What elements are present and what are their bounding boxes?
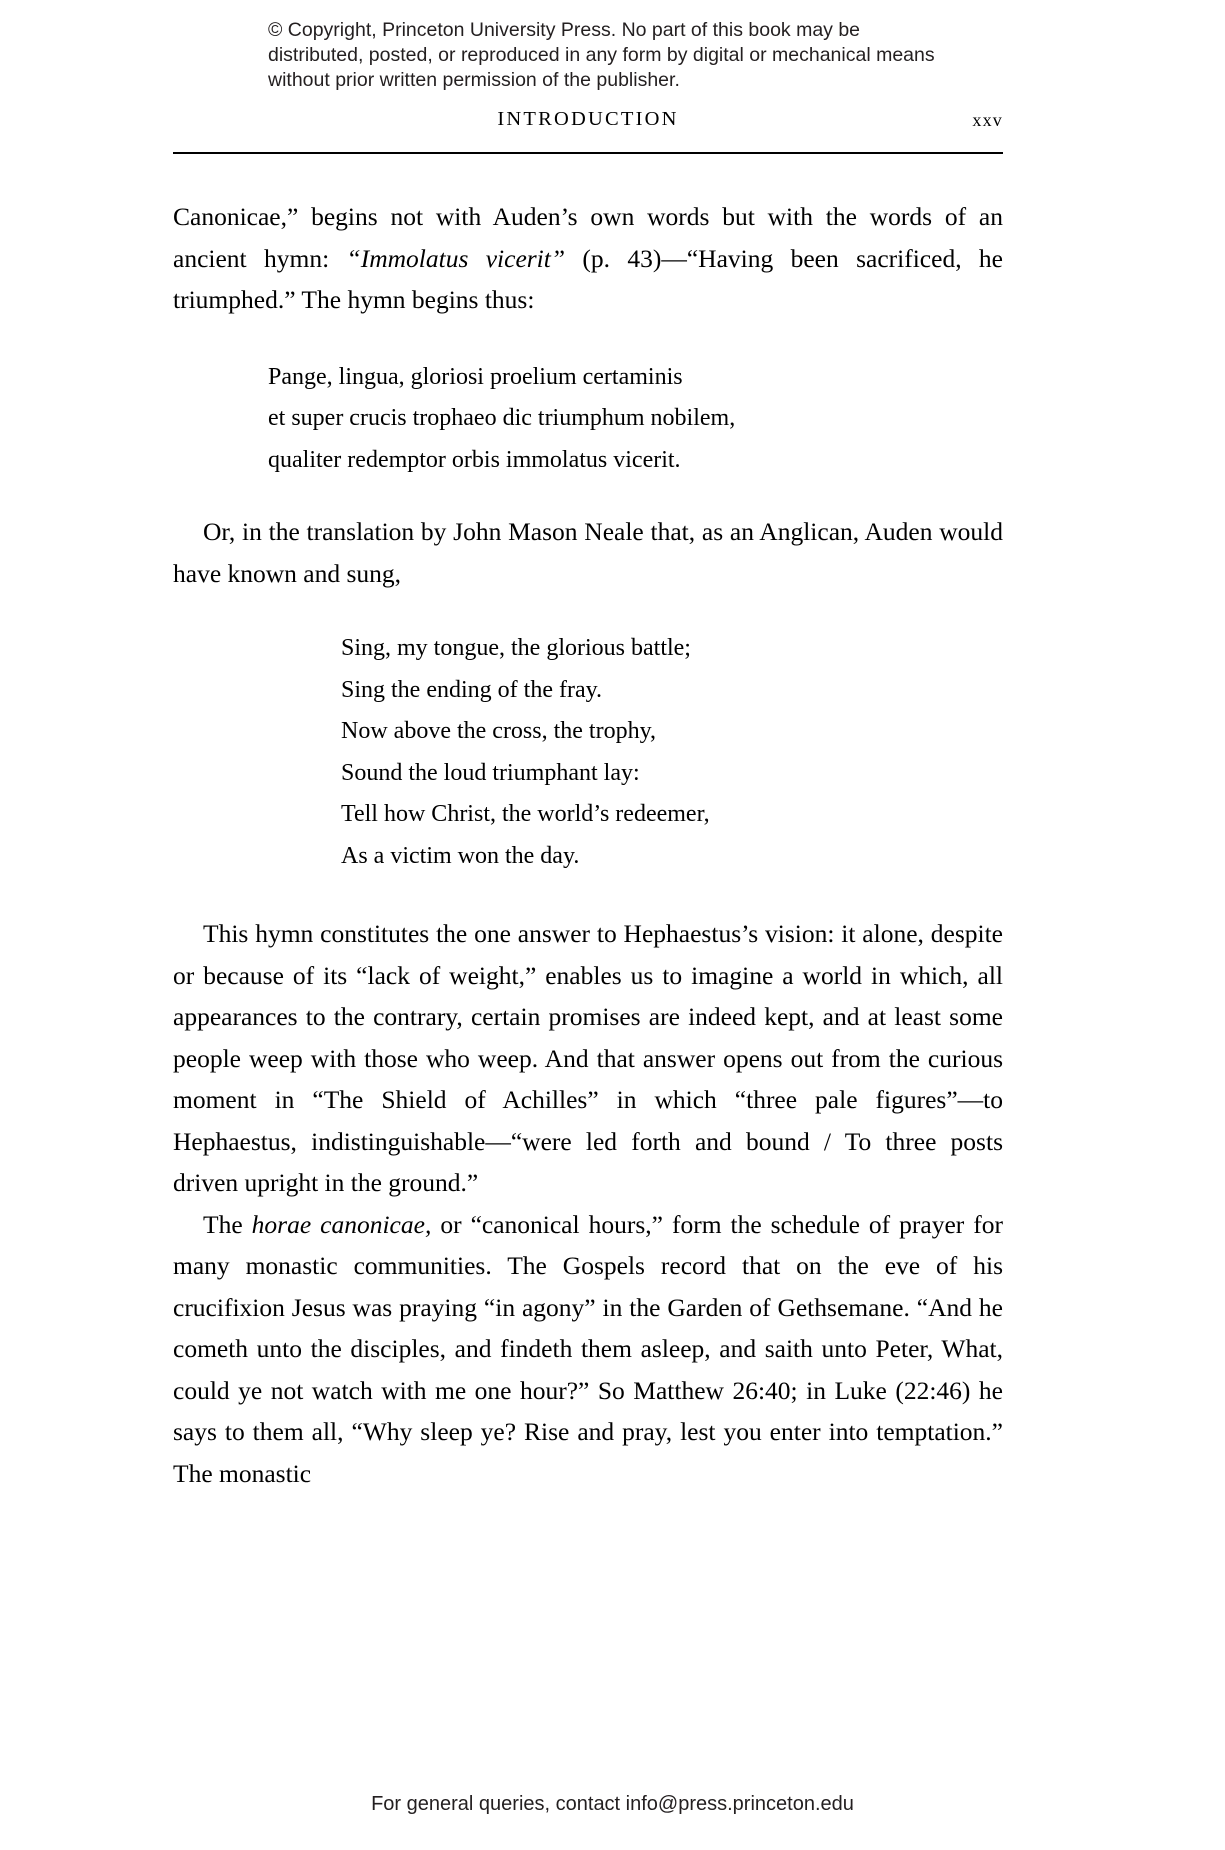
paragraph-text-b: (p. 43)—“Having been sacrificed, he triumphed.” The hymn begins thus: [173, 243, 1003, 314]
page-body [173, 196, 1003, 1494]
verse-line: qualiter redemptor orbis immolatus vicerit. [268, 446, 681, 473]
horae-canonicae-italic: horae canonicae, [251, 1209, 432, 1239]
paragraph-translation-intro: Or, in the translation by John Mason Neale that, as an Anglican, Auden would have known and sung, [173, 517, 1003, 588]
verse-block-english [341, 628, 1003, 877]
paragraph-horae-canonicae [173, 1204, 1003, 1495]
verse-block-latin [268, 357, 1003, 482]
running-head-title: INTRODUCTION [497, 108, 679, 130]
verse-line: Sound the loud triumphant lay: [341, 759, 640, 786]
running-head [173, 108, 1003, 136]
header-rule [173, 152, 1003, 154]
verse-line: Sing the ending of the fray. [341, 676, 603, 703]
copyright-notice: © Copyright, Princeton University Press. No part of this book may be distributed, posted, or reproduced in any form by digital or mechanical means without prior written permission of the publisher. [268, 19, 935, 91]
verse-line: As a victim won the day. [341, 842, 580, 869]
footer-queries: For general queries, contact info@press.princeton.edu [371, 1793, 854, 1815]
verse-line: Sing, my tongue, the glorious battle; [341, 635, 691, 661]
paragraph-text-a: Canonicae,” begins not with Auden’s own words but with the words of an ancient hymn: [173, 202, 1003, 273]
verse-line: Tell how Christ, the world’s redeemer, [341, 801, 710, 827]
page-number: xxv [972, 110, 1003, 130]
verse-line: Now above the cross, the trophy, [341, 718, 657, 744]
paragraph-continued [173, 196, 1003, 321]
latin-quote-italic: “Immolatus vicerit” [346, 243, 566, 273]
verse-line: Pange, lingua, gloriosi proelium certaminis [268, 363, 683, 390]
verse-line: et super crucis trophaeo dic triumphum nobilem, [268, 405, 736, 431]
paragraph-hymn-analysis: This hymn constitutes the one answer to Hephaestus’s vision: it alone, despite or because of its “lack of weight,” enables us to imagine a world in which, all appearances to the contrary, certain promises are indeed kept, and at least some people weep with those who weep. And that answer opens out from the curious moment in “The Shield of Achilles” in which “three pale figures”—to Hephaestus, indistinguishable—“were led forth and bound / To three posts driven upright in the ground.” [173, 919, 1003, 1197]
paragraph-text-b: or “canonical hours,” form the schedule of prayer for many monastic communities. The Gospels record that on the eve of his crucifixion Jesus was praying “in agony” in the Garden of Gethsemane. “And he cometh unto the disciples, and findeth them asleep, and saith unto Peter, What, could ye not watch with me one hour?” So Matthew 26:40; in Luke (22:46) he says to them all, “Why sleep ye? Rise and pray, lest you enter into temptation.” The monastic [173, 1209, 1004, 1488]
paragraph-text-a: The [203, 1209, 252, 1239]
